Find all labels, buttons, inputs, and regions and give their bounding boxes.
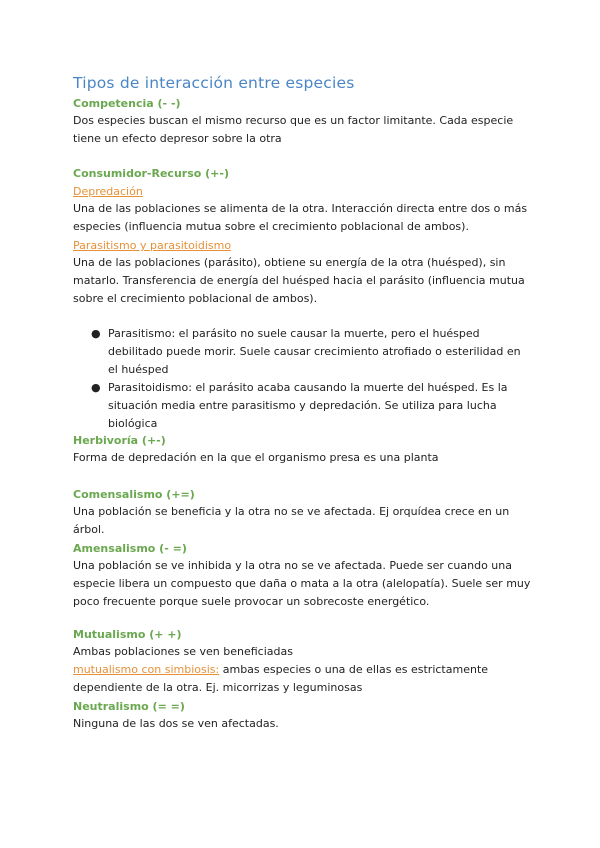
- bullet-parasitismo: [91, 325, 528, 379]
- text-simbiosis-desc: ambas especies o una de ellas es estrictamente dependiente de la otra. Ej. micorrizas y leguminosas: [73, 663, 489, 694]
- heading-consumidor-recurso: Consumidor-Recurso (+-): [73, 167, 229, 180]
- bullet-text: Parasitoidismo: el parásito acaba causando la muerte del huésped. Es la situación media entre parasitismo y depredación. Se utiliza para lucha biológica: [108, 381, 508, 430]
- text-herbivoria: Forma de depredación en la que el organismo presa es una planta: [73, 451, 439, 464]
- text-comensalismo: Una población se beneficia y la otra no se ve afectada. Ej orquídea crece en un árbol.: [73, 505, 510, 536]
- text-neutralismo: Ninguna de las dos se ven afectadas.: [73, 717, 279, 730]
- text-competencia: Dos especies buscan el mismo recurso que es un factor limitante. Cada especie tiene un efecto depresor sobre la otra: [73, 114, 514, 145]
- link-mutualismo-simbiosis[interactable]: mutualismo con simbiosis:: [73, 663, 220, 676]
- bullet-dot: ●: [91, 327, 101, 340]
- heading-competencia: Competencia (- -): [73, 97, 181, 110]
- page-title: Tipos de interacción entre especies: [73, 74, 355, 92]
- heading-neutralismo: Neutralismo (= =): [73, 700, 185, 713]
- bullet-parasitoidismo: [91, 379, 528, 433]
- link-parasitismo[interactable]: Parasitismo y parasitoidismo: [73, 239, 232, 252]
- heading-herbivoria: Herbivoría (+-): [73, 434, 166, 447]
- heading-mutualismo: Mutualismo (+ +): [73, 628, 182, 641]
- bullet-text: Parasitismo: el parásito no suele causar la muerte, pero el huésped debilitado puede morir. Suele causar crecimiento atrofiado o esterilidad en el huésped: [108, 327, 521, 376]
- text-depredacion: Una de las poblaciones se alimenta de la otra. Interacción directa entre dos o más especies (influencia mutua sobre el crecimiento poblacional de ambos).: [73, 202, 528, 233]
- link-depredacion[interactable]: Depredación: [73, 185, 143, 198]
- heading-amensalismo: Amensalismo (- =): [73, 542, 187, 555]
- text-mutualismo: Ambas poblaciones se ven beneficiadas: [73, 645, 293, 658]
- text-parasitismo: Una de las poblaciones (parásito), obtiene su energía de la otra (huésped), sin matarlo. Transferencia de energía del huésped hacia el parásito (influencia mutua sobre el crecimiento poblacional de ambos).: [73, 256, 525, 305]
- bullet-dot: ●: [91, 381, 101, 394]
- text-mutualismo-simbiosis: [73, 661, 533, 697]
- text-amensalismo: Una población se ve inhibida y la otra no se ve afectada. Puede ser cuando una especie libera un compuesto que daña o mata a la otra (alelopatía). Suele ser muy poco frecuente porque suele provocar un sobrecoste energético.: [73, 559, 531, 608]
- heading-comensalismo: Comensalismo (+=): [73, 488, 195, 501]
